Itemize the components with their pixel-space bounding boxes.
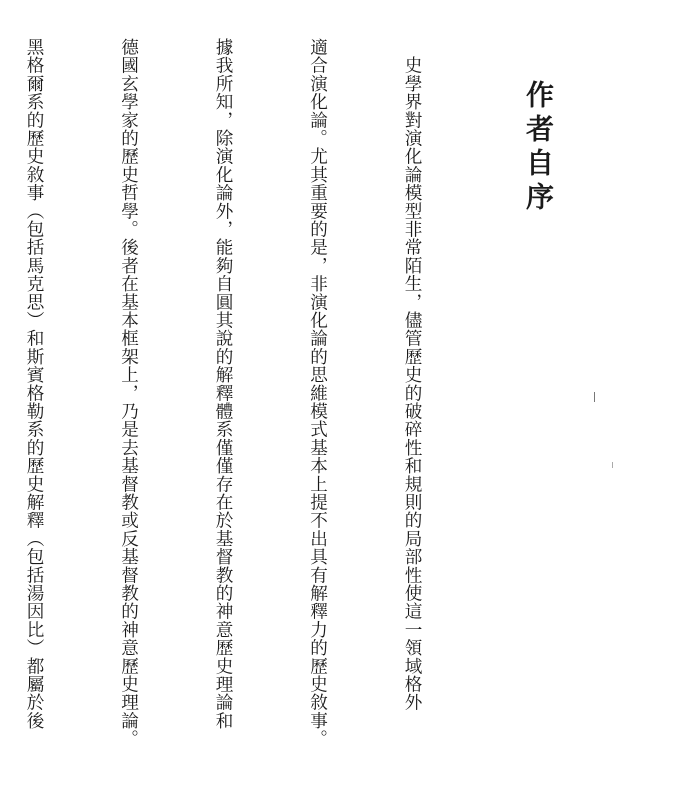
text-column: 適合演化論。尤其重要的是，非演化論的思維模式基本上提不出具有解釋力的歷史敘事。	[307, 38, 328, 748]
text-column: 德國玄學家的歷史哲學。後者在基本框架上，乃是去基督教或反基督教的神意歷史理論。	[118, 38, 139, 748]
text-column: 黑格爾系的歷史敘事（包括馬克思）和斯賓格勒系的歷史解釋（包括湯因比）都屬於後	[24, 38, 44, 730]
text-column: 史學界對演化論模型非常陌生，儘管歷史的破碎性和規則的局部性使這一領域格外	[402, 38, 422, 712]
text-column: 據我所知，除演化論外，能夠自圓其說的解釋體系僅僅存在於基督教的神意歷史理論和	[213, 38, 233, 730]
body-text	[0, 38, 490, 748]
scan-mark	[594, 392, 595, 402]
page-title: 作者自序	[522, 80, 555, 216]
scan-mark	[612, 462, 613, 468]
